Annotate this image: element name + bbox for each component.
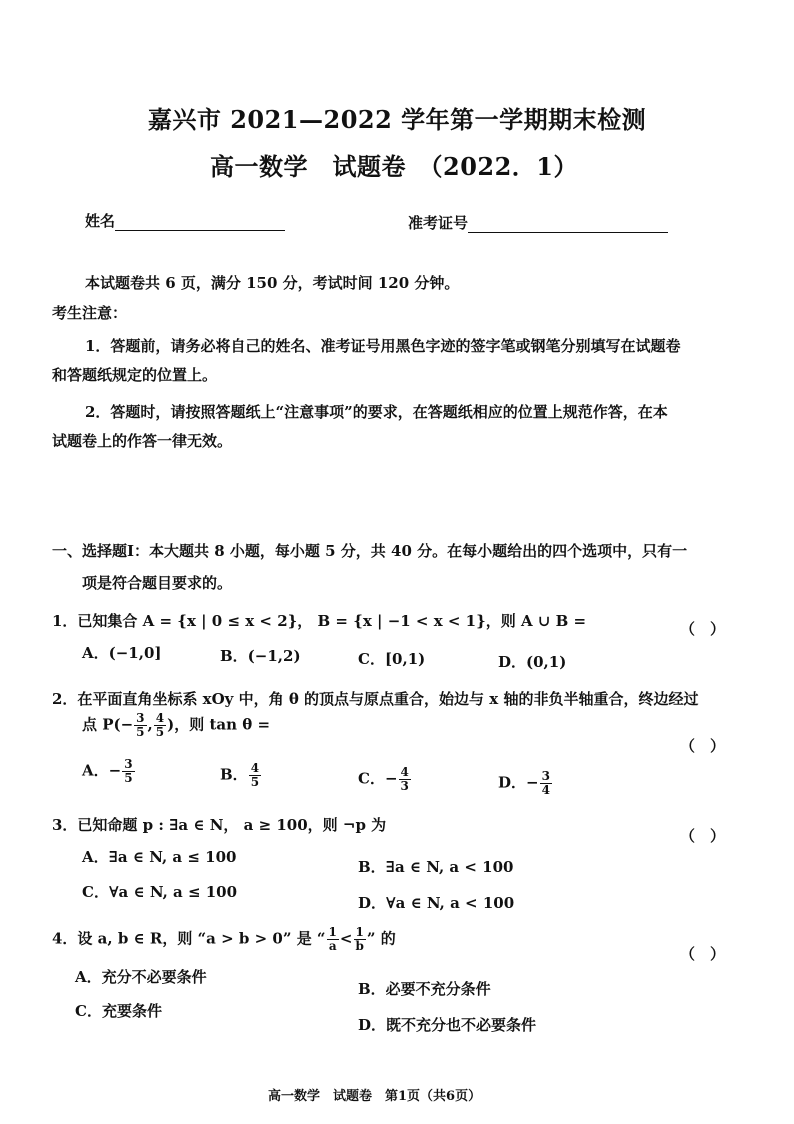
exam-id-field bbox=[408, 212, 668, 233]
question-1-option-c: C．[0,1) bbox=[358, 650, 426, 668]
q2-stem-comma: , bbox=[147, 715, 153, 734]
question-4-option-c: C．充要条件 bbox=[75, 1002, 162, 1020]
question-3-option-a: A．∃a ∈ N, a ≤ 100 bbox=[82, 848, 237, 866]
option-fraction bbox=[122, 758, 134, 785]
note-1-line-2: 和答题纸规定的位置上。 bbox=[52, 366, 218, 384]
q4-stem-prefix: 4．设 a, b ∈ R，则 “a > b > 0” 是 “ bbox=[52, 929, 326, 948]
fraction-denominator: b bbox=[355, 939, 364, 953]
exam-title: 嘉兴市 2021—2022 学年第一学期期末检测 bbox=[147, 105, 647, 134]
section-1-heading-line-2: 项是符合题目要求的。 bbox=[82, 574, 233, 592]
question-1-option-b: B．(−1,2) bbox=[220, 647, 301, 665]
question-4-option-b: B．必要不充分条件 bbox=[358, 980, 491, 998]
question-3-option-c: C．∀a ∈ N, a ≤ 100 bbox=[82, 883, 238, 901]
question-3-option-d: D．∀a ∈ N, a < 100 bbox=[358, 894, 515, 912]
option-label: B． bbox=[220, 765, 248, 784]
note-2-line-1: 2．答题时，请按照答题纸上“注意事项”的要求，在答题纸相应的位置上规范作答，在本 bbox=[85, 403, 668, 421]
question-1-stem: 1．已知集合 A = {x | 0 ≤ x < 2}， B = {x | −1 < x < 1}，则 A ∪ B = bbox=[52, 612, 587, 630]
option-fraction bbox=[249, 762, 261, 789]
fraction-numerator: 3 bbox=[541, 769, 550, 783]
option-fraction bbox=[540, 770, 552, 797]
option-label: A．− bbox=[82, 761, 122, 780]
question-2-option-a bbox=[82, 758, 136, 785]
exam-summary: 本试题卷共 6 页，满分 150 分，考试时间 120 分钟。 bbox=[85, 274, 460, 292]
q4-fraction-1-over-a bbox=[327, 926, 339, 953]
exam-id-label: 准考证号 bbox=[408, 214, 469, 232]
fraction-numerator: 4 bbox=[250, 761, 260, 775]
note-1-line-1: 1．答题前，请务必将自己的姓名、准考证号用黑色字迹的签字笔或钢笔分别填写在试题卷 bbox=[85, 337, 681, 355]
question-1-option-a: A．(−1,0] bbox=[82, 644, 162, 662]
fraction-denominator: 3 bbox=[400, 779, 409, 793]
q4-fraction-1-over-b bbox=[353, 926, 365, 953]
fraction-numerator: 1 bbox=[355, 925, 364, 939]
option-label: D．− bbox=[498, 773, 539, 792]
q4-less-than: < bbox=[339, 929, 353, 948]
question-3-stem: 3．已知命题 p : ∃a ∈ N， a ≥ 100，则 ¬p 为 bbox=[52, 816, 387, 834]
question-1-option-d: D．(0,1) bbox=[498, 653, 567, 671]
question-2-stem-line-1: 2．在平面直角坐标系 xOy 中，角 θ 的顶点与原点重合，始边与 x 轴的非负半轴重合，终边经过 bbox=[52, 690, 699, 708]
fraction-denominator: 5 bbox=[250, 775, 260, 789]
question-2-option-c bbox=[358, 766, 412, 793]
section-1-heading-line-1: 一、选择题Ⅰ：本大题共 8 小题，每小题 5 分，共 40 分。在每小题给出的四个选项中，只有一 bbox=[52, 542, 688, 560]
page-footer: 高一数学 试题卷 第1页（共6页） bbox=[268, 1089, 482, 1104]
question-2-answer-paren: （ ） bbox=[680, 737, 726, 755]
fraction-numerator: 3 bbox=[124, 757, 133, 771]
option-label: C．− bbox=[358, 769, 398, 788]
fraction-numerator: 1 bbox=[328, 925, 337, 939]
name-field bbox=[85, 210, 285, 231]
fraction-denominator: 5 bbox=[136, 725, 145, 739]
name-label: 姓名 bbox=[85, 212, 116, 230]
question-3-option-b: B．∃a ∈ N, a < 100 bbox=[358, 858, 514, 876]
exam-subtitle: 高一数学 试题卷 （2022．1） bbox=[210, 152, 578, 181]
notice-title: 考生注意： bbox=[52, 304, 128, 322]
question-4-option-d: D．既不充分也不必要条件 bbox=[358, 1016, 537, 1034]
note-2-line-2: 试题卷上的作答一律无效。 bbox=[52, 432, 233, 450]
question-4-answer-paren: （ ） bbox=[680, 945, 726, 963]
question-4-stem bbox=[52, 926, 396, 953]
fraction-denominator: 4 bbox=[541, 783, 550, 797]
question-3-answer-paren: （ ） bbox=[680, 827, 726, 845]
fraction-denominator: a bbox=[328, 939, 337, 953]
q4-stem-suffix: ” 的 bbox=[366, 929, 396, 948]
q2-point-y-fraction bbox=[154, 712, 166, 739]
fraction-denominator: 5 bbox=[155, 725, 165, 739]
q2-point-x-fraction bbox=[134, 712, 146, 739]
question-4-option-a: A．充分不必要条件 bbox=[75, 968, 207, 986]
fraction-denominator: 5 bbox=[124, 771, 133, 785]
exam-id-blank bbox=[468, 214, 668, 233]
fraction-numerator: 3 bbox=[136, 711, 145, 725]
question-2-stem-line-2 bbox=[82, 712, 270, 739]
q2-stem-prefix: 点 P(− bbox=[82, 715, 134, 734]
fraction-numerator: 4 bbox=[155, 711, 165, 725]
fraction-numerator: 4 bbox=[400, 765, 409, 779]
q2-stem-suffix: )，则 tan θ = bbox=[167, 715, 271, 734]
option-fraction bbox=[399, 766, 411, 793]
question-2-option-d bbox=[498, 770, 553, 797]
question-2-option-b bbox=[220, 762, 262, 789]
name-blank bbox=[115, 212, 285, 231]
question-1-answer-paren: （ ） bbox=[680, 620, 726, 638]
